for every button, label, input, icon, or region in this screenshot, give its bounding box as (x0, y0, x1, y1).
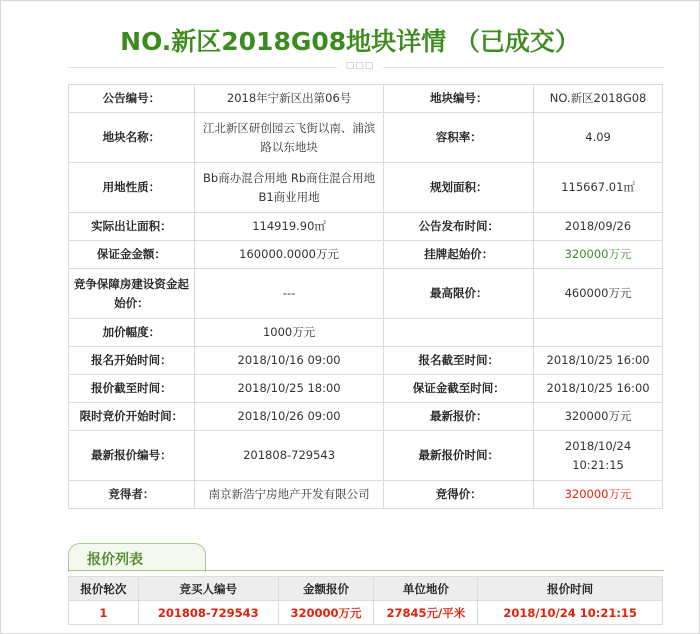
detail-value: 2018/10/16 09:00 (194, 347, 384, 375)
detail-label: 地块编号： (384, 85, 534, 113)
detail-row (69, 113, 663, 163)
detail-value: 115667.01㎡ (534, 163, 663, 213)
detail-label: 竞争保障房建设资金起始价： (69, 269, 195, 319)
detail-label: 限时竞价开始时间： (69, 403, 195, 431)
detail-row (69, 163, 663, 213)
detail-value: 2018/10/26 09:00 (194, 403, 384, 431)
detail-value: 160000.0000万元 (194, 241, 384, 269)
detail-value: 南京新浩宁房地产开发有限公司 (194, 481, 384, 509)
detail-label: 保证金截至时间： (384, 375, 534, 403)
detail-value: 1000万元 (194, 319, 384, 347)
detail-value: 460000万元 (534, 269, 663, 319)
detail-value (534, 319, 663, 347)
detail-value: 320000万元 (534, 241, 663, 269)
detail-row (69, 431, 663, 481)
unit-price: 27845元/平米 (374, 601, 478, 625)
detail-value: NO.新区2018G08 (534, 85, 663, 113)
detail-row (69, 375, 663, 403)
divider-ornament: □□□ (337, 61, 383, 73)
bid-list-table (68, 576, 663, 625)
detail-value: 江北新区研创园云飞街以南、浦滨路以东地块 (194, 113, 384, 163)
column-header: 报价轮次 (69, 577, 139, 601)
detail-row (69, 481, 663, 509)
detail-label: 加价幅度： (69, 319, 195, 347)
detail-label: 报名截至时间： (384, 347, 534, 375)
detail-label: 公告编号： (69, 85, 195, 113)
page-title: NO.新区2018G08地块详情 （已成交） (120, 27, 580, 56)
column-header: 报价时间 (478, 577, 663, 601)
detail-row (69, 319, 663, 347)
detail-row (69, 269, 663, 319)
detail-label: 最新报价编号： (69, 431, 195, 481)
column-header: 单位地价 (374, 577, 478, 601)
detail-row (69, 347, 663, 375)
detail-row (69, 213, 663, 241)
tab-bid-list[interactable] (68, 543, 206, 572)
detail-label: 最新报价时间： (384, 431, 534, 481)
detail-label: 公告发布时间： (384, 213, 534, 241)
tab-bid-list-label: 报价列表 (87, 552, 143, 568)
detail-value: 4.09 (534, 113, 663, 163)
detail-label: 报名开始时间： (69, 347, 195, 375)
bidder-id: 201808-729543 (138, 601, 278, 625)
detail-value: 320000万元 (534, 403, 663, 431)
parcel-detail-table (68, 84, 663, 509)
detail-value: 201808-729543 (194, 431, 384, 481)
detail-value: 2018/10/25 18:00 (194, 375, 384, 403)
table-row (69, 601, 663, 625)
detail-label: 竞得价： (384, 481, 534, 509)
detail-value: 2018/10/25 16:00 (534, 375, 663, 403)
detail-label: 用地性质： (69, 163, 195, 213)
detail-value: 2018/10/25 16:00 (534, 347, 663, 375)
detail-label: 报价截至时间： (69, 375, 195, 403)
detail-value: Bb商办混合用地 Rb商住混合用地 B1商业用地 (194, 163, 384, 213)
detail-value: 2018年宁新区出第06号 (194, 85, 384, 113)
detail-label: 规划面积： (384, 163, 534, 213)
bid-round: 1 (69, 601, 139, 625)
detail-label: 保证金金额： (69, 241, 195, 269)
table-header-row (69, 577, 663, 601)
detail-label (384, 319, 534, 347)
detail-value: 2018/10/24 10:21:15 (534, 431, 663, 481)
detail-row (69, 85, 663, 113)
detail-label: 最新报价： (384, 403, 534, 431)
column-header: 竞买人编号 (138, 577, 278, 601)
detail-row (69, 403, 663, 431)
detail-label: 容积率： (384, 113, 534, 163)
detail-label: 竞得者： (69, 481, 195, 509)
detail-label: 地块名称： (69, 113, 195, 163)
detail-label: 挂牌起始价： (384, 241, 534, 269)
detail-label: 最高限价： (384, 269, 534, 319)
detail-value: 2018/09/26 (534, 213, 663, 241)
column-header: 金额报价 (278, 577, 374, 601)
detail-value: 114919.90㎡ (194, 213, 384, 241)
bid-amount: 320000万元 (278, 601, 374, 625)
tab-underline (68, 570, 664, 571)
detail-label: 实际出让面积： (69, 213, 195, 241)
detail-value: 320000万元 (534, 481, 663, 509)
bid-time: 2018/10/24 10:21:15 (478, 601, 663, 625)
detail-value: --- (194, 269, 384, 319)
detail-row (69, 241, 663, 269)
